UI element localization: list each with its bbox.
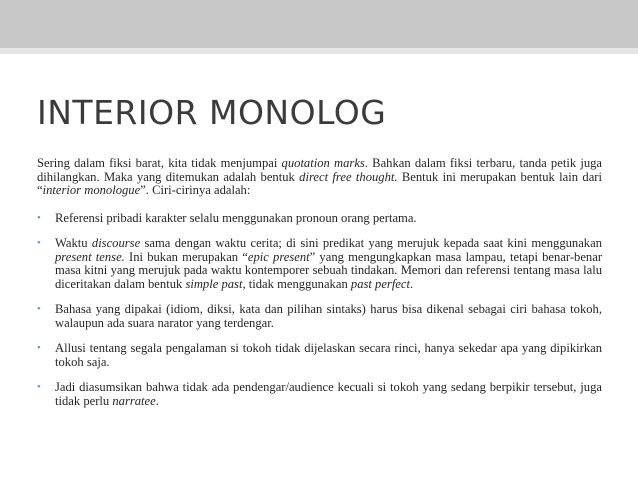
bullet-item — [37, 342, 602, 369]
text-run: sama dengan waktu cerita; di sini predikat yang merujuk kepada saat kini menggunakan — [140, 236, 602, 250]
italic-text-run: narratee — [112, 393, 156, 408]
bullet-text — [55, 236, 602, 291]
italic-text-run: epic present — [247, 249, 310, 264]
text-run: , tidak menggunakan — [242, 276, 351, 291]
bullet-item — [37, 237, 602, 291]
text-run: . Bahkan dalam fiksi terbaru, tanda petik juga dihilangkan. Maka yang ditemukan adalah bentuk — [37, 156, 603, 184]
bullet-text — [55, 380, 602, 408]
text-run: Ini bukan merupakan “ — [124, 249, 248, 264]
text-run: Referensi pribadi karakter selalu menggunakan pronoun orang pertama. — [55, 210, 417, 225]
bullet-icon: • — [37, 211, 41, 224]
text-run: . — [410, 276, 414, 291]
bullet-list — [37, 212, 602, 409]
bullet-text — [55, 341, 602, 369]
bullet-icon: • — [37, 303, 41, 315]
header-accent-stripe — [0, 48, 638, 54]
bullet-icon: • — [37, 237, 41, 249]
slide-content — [37, 157, 602, 420]
italic-text-run: interior monologue — [42, 183, 141, 197]
bullet-item — [37, 381, 602, 408]
slide-title: INTERIOR MONOLOG — [37, 93, 387, 132]
bullet-icon: • — [37, 342, 41, 354]
italic-text-run: simple past — [185, 276, 243, 291]
bullet-item — [37, 303, 602, 330]
bullet-item — [37, 212, 602, 226]
intro-paragraph — [37, 157, 602, 198]
text-run: Waktu — [55, 236, 92, 250]
italic-text-run: present tense. — [55, 249, 125, 264]
italic-text-run: direct free thought. — [299, 169, 398, 184]
bullet-text — [55, 211, 417, 225]
italic-text-run: quotation marks — [281, 156, 365, 170]
text-run: Allusi tentang segala pengalaman si tokoh tidak dijelaskan secara rinci, hanya sekedar apa yang dipikirkan tokoh saja. — [55, 341, 602, 369]
header-bar — [0, 0, 638, 48]
text-run: Sering dalam fiksi barat, kita tidak menjumpai — [37, 156, 282, 170]
italic-text-run: discourse — [91, 236, 141, 250]
text-run: ”. Ciri-cirinya adalah: — [140, 183, 251, 197]
text-run: Bentuk ini merupakan bentuk lain dari “ — [37, 169, 602, 197]
text-run: ” yang mengungkapkan masa lampau, tetapi benar-benar masa kitni yang merujuk pada waktu kontemporer sebuah tindakan. Memori dan referensi tentang masa lalu diceritakan dalam bentuk — [55, 249, 603, 291]
text-run: Jadi diasumsikan bahwa tidak ada pendengar/audience kecuali si tokoh yang sedang berpikir tersebut, juga tidak perlu — [55, 380, 602, 408]
italic-text-run: past perfect — [350, 276, 410, 291]
bullet-text — [55, 302, 602, 330]
bullet-icon: • — [37, 381, 41, 393]
text-run: Bahasa yang dipakai (idiom, diksi, kata dan pilihan sintaks) harus bisa dikenal sebagai ciri bahasa tokoh, walaupun ada suara narator yang terdengar. — [55, 302, 602, 330]
text-run: . — [155, 393, 159, 408]
